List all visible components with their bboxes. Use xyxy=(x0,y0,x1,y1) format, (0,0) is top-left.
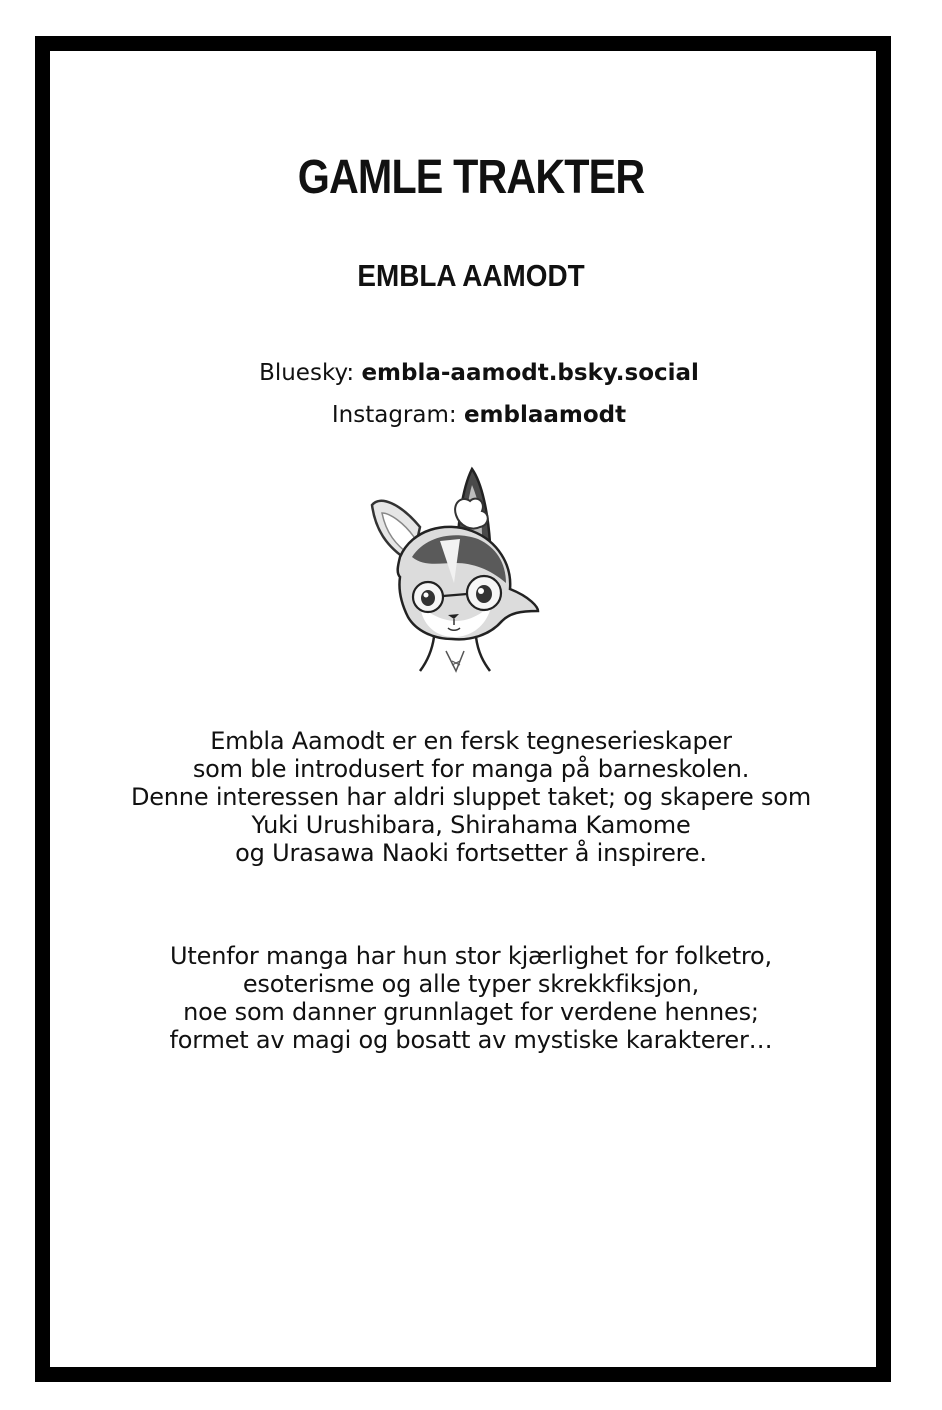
bio-line: som ble introdusert for manga på barneskolen. xyxy=(192,755,750,783)
bluesky-label: Bluesky: xyxy=(259,360,362,386)
author-name: EMBLA AAMODT xyxy=(357,258,585,293)
bio-line: Utenfor manga har hun stor kjærlighet for folketro, xyxy=(170,942,772,970)
bio-line: og Urasawa Naoki fortsetter å inspirere. xyxy=(235,839,707,867)
instagram-handle-link[interactable]: emblaamodt xyxy=(463,402,627,428)
bio-line: Embla Aamodt er en fersk tegneserieskaper xyxy=(210,727,732,755)
fox-avatar-icon xyxy=(360,465,545,675)
bio-line: formet av magi og bosatt av mystiske karakterer… xyxy=(169,1026,773,1054)
bio-line: Denne interessen har aldri sluppet taket; og skapere som xyxy=(130,783,812,811)
page-border-frame xyxy=(35,36,891,1382)
bio-paragraph-1 xyxy=(0,727,942,867)
bio-line: Yuki Urushibara, Shirahama Kamome xyxy=(251,811,691,839)
bio-line: noe som danner grunnlaget for verdene hennes; xyxy=(183,998,759,1026)
instagram-label: Instagram: xyxy=(331,402,464,428)
bio-line: esoterisme og alle typer skrekkfiksjon, xyxy=(242,970,700,998)
bluesky-line xyxy=(8,358,942,388)
book-title: GAMLE TRAKTER xyxy=(297,151,645,204)
instagram-line xyxy=(8,400,942,430)
bio-paragraph-2 xyxy=(0,942,942,1054)
bluesky-handle-link[interactable]: embla-aamodt.bsky.social xyxy=(361,360,699,386)
